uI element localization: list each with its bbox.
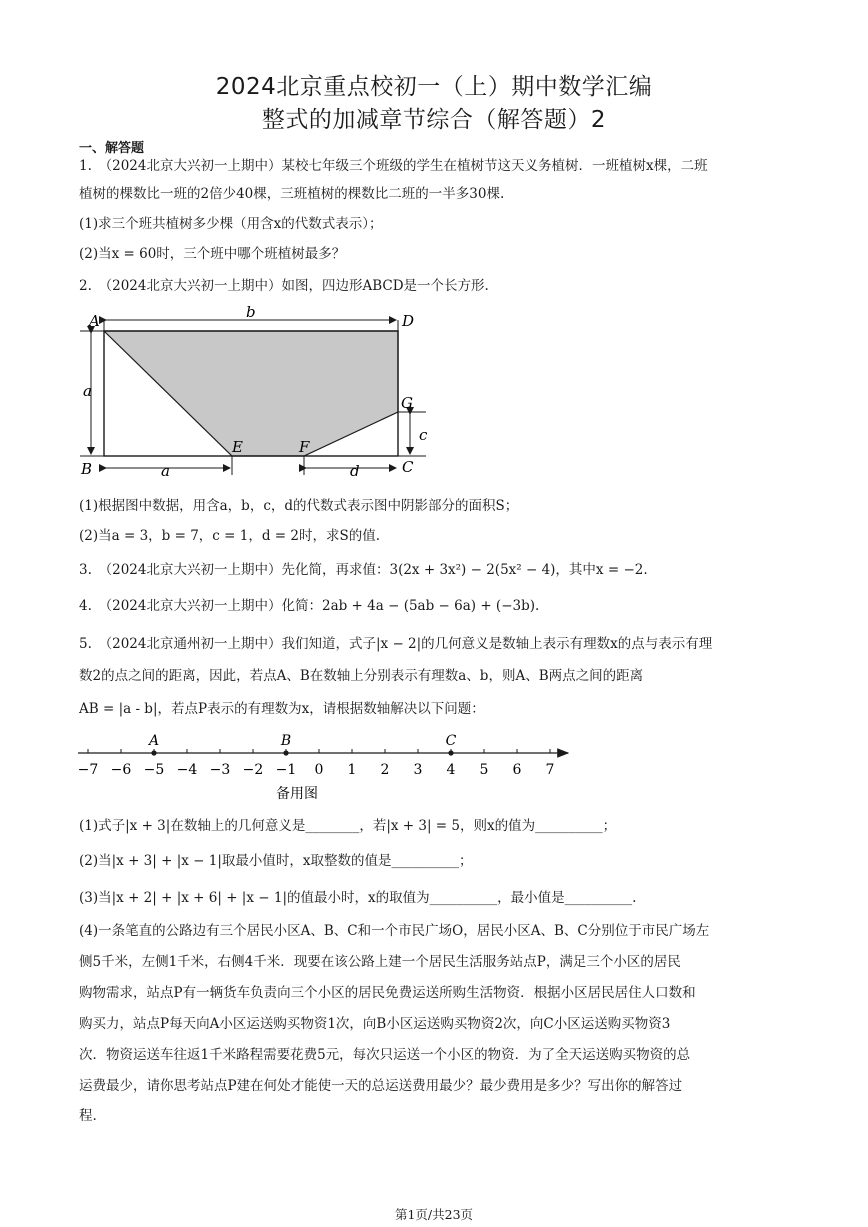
label-C: C: [402, 458, 414, 476]
label-B: B: [81, 460, 93, 478]
tick-label: −4: [176, 762, 198, 778]
tick-label: −6: [110, 762, 132, 778]
tick-label: 7: [545, 762, 555, 778]
label-A: A: [89, 312, 100, 330]
point-A: [151, 750, 156, 755]
point-C: [448, 750, 453, 755]
q5-part4-line3: 购物需求，站点P有一辆货车负责向三个小区的居民免费运送所购生活物资．根据小区居民居住人口数和: [79, 985, 696, 1001]
q5-part4-line5: 次．物资运送车往返1千米路程需要花费5元，每次只运送一个小区的物资．为了全天运送购买物资的总: [79, 1047, 691, 1063]
point-label-B: B: [280, 733, 292, 749]
tick-label: 5: [479, 762, 489, 778]
q5-line1: 5. （2024北京通州初一上期中）我们知道，式子|x − 2|的几何意义是数轴上表示有理数x的点与表示有理: [79, 636, 713, 652]
number-line-caption: 备用图: [276, 786, 318, 802]
q5-part4-line4: 购买力，站点P每天向A小区运送购买物资1次，向B小区运送购买物资2次，向C小区运送购买物资3: [79, 1016, 671, 1032]
q4-line: 4. （2024北京大兴初一上期中）化简：2ab + 4a − (5ab − 6a) + (−3b).: [79, 598, 540, 614]
tick-label: −5: [143, 762, 165, 778]
q1-line2: 植树的棵数比一班的2倍少40棵，三班植树的棵数比二班的一半多30棵.: [79, 186, 505, 202]
tick-label: 3: [413, 762, 423, 778]
page-number: 第1页/共23页: [394, 1207, 474, 1222]
label-F: F: [299, 438, 310, 456]
number-line: [0, 728, 868, 808]
q5-part4-line1: (4)一条笔直的公路边有三个居民小区A、B、C和一个市民广场O，居民小区A、B、C分别位于市民广场左: [79, 923, 710, 939]
label-c: c: [419, 426, 428, 444]
label-d: d: [350, 462, 360, 480]
q5-line3: AB = |a - b|，若点P表示的有理数为x，请根据数轴解决以下问题：: [79, 701, 485, 717]
q5-part1: (1)式子|x + 3|在数轴上的几何意义是________，若|x + 3| = 5，则x的值为__________；: [79, 818, 617, 834]
document-title-line1: 2024北京重点校初一（上）期中数学汇编: [215, 74, 653, 100]
tick-label: 2: [380, 762, 390, 778]
q5-line2: 数2的点之间的距离，因此，若点A、B在数轴上分别表示有理数a、b，则A、B两点之间的距离: [79, 668, 644, 684]
q5-part2: (2)当|x + 3| + |x − 1|取最小值时，x取整数的值是__________；: [79, 853, 473, 869]
point-B: [283, 750, 288, 755]
q2-line1: 2. （2024北京大兴初一上期中）如图，四边形ABCD是一个长方形.: [79, 278, 489, 294]
section-heading: 一、解答题: [79, 141, 145, 156]
q5-part3: (3)当|x + 2| + |x + 6| + |x − 1|的值最小时，x的取值为__________，最小值是__________.: [79, 890, 637, 906]
tick-label: 0: [314, 762, 324, 778]
q1-line1: 1. （2024北京大兴初一上期中）某校七年级三个班级的学生在植树节这天义务植树．一班植树x棵，二班: [79, 158, 708, 174]
label-a-bottom: a: [161, 462, 170, 480]
q2-part2: (2)当a = 3，b = 7，c = 1，d = 2时，求S的值.: [79, 528, 380, 544]
point-label-A: A: [148, 733, 160, 749]
label-b: b: [246, 303, 256, 321]
rectangle-figure: [0, 300, 868, 480]
q1-part1: (1)求三个班共植树多少棵（用含x的代数式表示）；: [79, 216, 383, 232]
label-D: D: [402, 312, 415, 330]
shaded-region: [104, 331, 398, 456]
q5-part4-line6: 运费最少，请你思考站点P建在何处才能使一天的总运送费用最少？最少费用是多少？写出你的解答过: [79, 1078, 683, 1094]
q1-part2: (2)当x = 60时，三个班中哪个班植树最多？: [79, 246, 346, 262]
tick-label: −1: [275, 762, 297, 778]
q5-part4-line7: 程.: [79, 1108, 97, 1124]
point-label-C: C: [445, 733, 457, 749]
tick-label: −7: [77, 762, 99, 778]
q5-part4-line2: 侧5千米，左侧1千米，右侧4千米．现要在该公路上建一个居民生活服务站点P，满足三个小区的居民: [79, 954, 681, 970]
tick-label: 1: [347, 762, 357, 778]
tick-label: 4: [446, 762, 456, 778]
label-a-left: a: [83, 382, 92, 400]
tick-label: −3: [209, 762, 231, 778]
label-E: E: [232, 438, 243, 456]
q2-part1: (1)根据图中数据，用含a，b，c，d的代数式表示图中阴影部分的面积S；: [79, 498, 519, 514]
q3-line: 3. （2024北京大兴初一上期中）先化简，再求值：3(2x + 3x²) − 2(5x² − 4)，其中x = −2.: [79, 562, 648, 578]
label-G: G: [401, 394, 413, 412]
document-title-line2: 整式的加减章节综合（解答题）2: [261, 107, 607, 133]
tick-label: −2: [242, 762, 264, 778]
tick-label: 6: [512, 762, 522, 778]
